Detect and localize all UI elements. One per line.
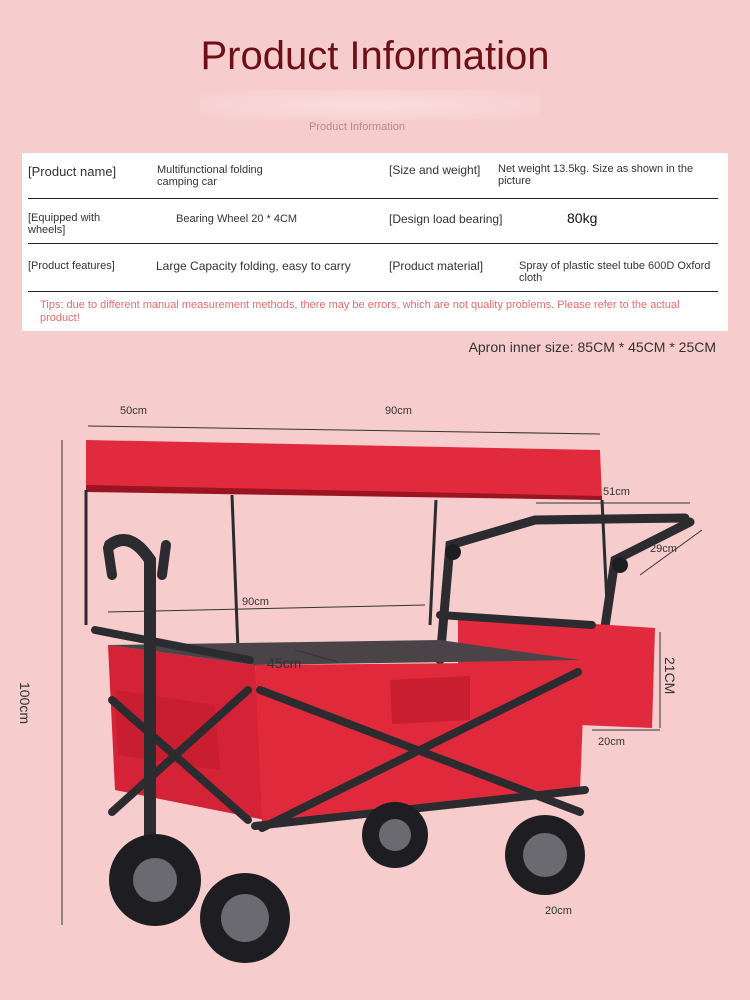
dim-bag-width: 20cm [598, 736, 625, 748]
material-label: [Product material] [389, 259, 484, 273]
product-name-value: Multifunctional folding camping car [157, 164, 263, 188]
features-value: Large Capacity folding, easy to carry [156, 259, 351, 273]
dim-handle-width: 51cm [603, 486, 630, 498]
size-weight-value: Net weight 13.5kg. Size as shown in the picture [498, 163, 694, 187]
load-value: 80kg [567, 210, 598, 226]
page-title: Product Information [200, 34, 550, 78]
product-name-label: [Product name] [28, 164, 117, 179]
dim-inner-width: 45cm [267, 655, 302, 671]
features-label: [Product features] [28, 260, 115, 272]
apron-size: Apron inner size: 85CM * 45CM * 25CM [468, 339, 716, 355]
material-value: Spray of plastic steel tube 600D Oxford cloth [519, 260, 711, 284]
dim-height: 100cm [17, 682, 33, 725]
page-subtitle: Product Information [309, 121, 405, 133]
size-weight-label: [Size and weight] [389, 163, 481, 177]
load-label: [Design load bearing] [389, 212, 503, 226]
dim-canopy-length: 90cm [385, 405, 412, 417]
dim-inner-length: 90cm [242, 596, 269, 608]
equipped-value: Bearing Wheel 20 * 4CM [176, 213, 298, 225]
dim-bag-height: 21CM [662, 657, 678, 695]
dim-handle-depth: 29cm [650, 543, 677, 555]
tips-note: Tips: due to different manual measurement methods, there may be errors, which are not quality problems. Please refer to the actual product! [40, 299, 680, 324]
wheels [109, 802, 585, 963]
dim-wheel-size: 20cm [545, 905, 572, 917]
dim-canopy-width: 50cm [120, 405, 147, 417]
equipped-label: [Equipped with wheels] [28, 212, 101, 236]
